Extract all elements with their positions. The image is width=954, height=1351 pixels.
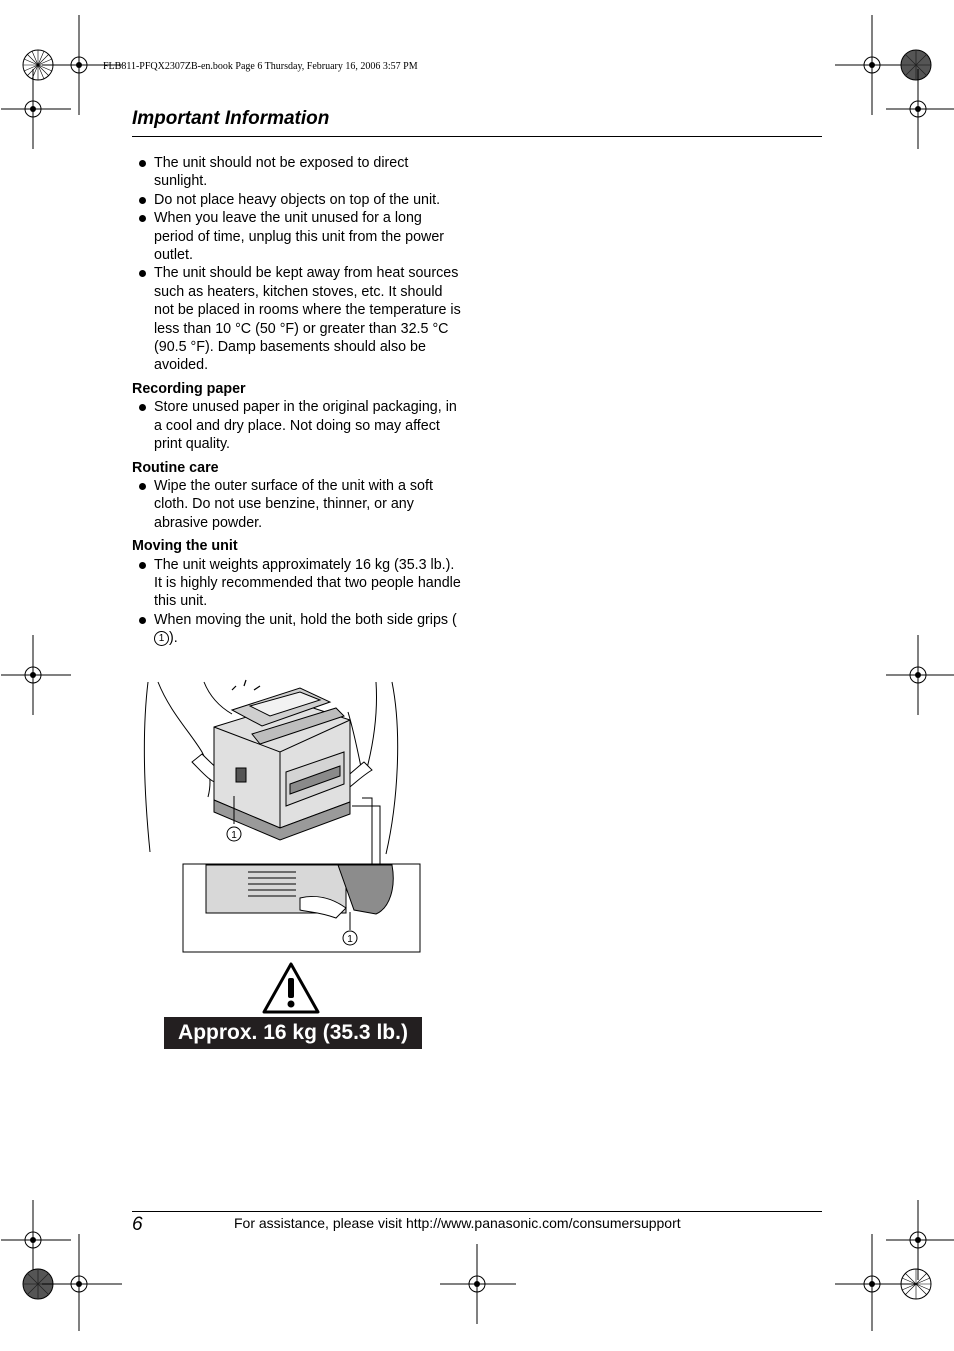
section-title: Important Information xyxy=(132,108,330,129)
crosshair-mark-left-top xyxy=(0,69,76,149)
crosshair-mark-right-top xyxy=(881,69,954,149)
grip-instruction-text: When moving the unit, hold the both side grips ( xyxy=(154,611,457,628)
callout-label-inset: 1 xyxy=(347,934,353,945)
crosshair-mark-bottom-left xyxy=(42,1244,122,1324)
routine-care-heading: Routine care xyxy=(132,459,219,476)
carrying-illustration xyxy=(140,672,430,962)
list-item: Wipe the outer surface of the unit with a soft cloth. Do not use benzine, thinner, or any abrasive powder. xyxy=(132,477,462,532)
main-content xyxy=(132,154,462,648)
moving-unit-list xyxy=(132,556,462,648)
header-rule xyxy=(132,136,822,137)
list-item xyxy=(132,611,462,648)
callout-marker: 1 xyxy=(154,631,169,646)
warning-icon xyxy=(262,962,320,1014)
routine-care-list xyxy=(132,477,462,532)
grip-instruction-end: ). xyxy=(169,630,178,647)
book-header: FLB811-PFQX2307ZB-en.book Page 6 Thursday, February 16, 2006 3:57 PM xyxy=(103,61,418,72)
list-item: The unit should be kept away from heat sources such as heaters, kitchen stoves, etc. It should not be placed in rooms where the temperature is less than 10 °C (50 °F) or greater than 32.5 °C (90.5 °F). Damp basements should also be avoided. xyxy=(132,264,462,374)
crosshair-mark-bottom-center xyxy=(440,1244,520,1324)
crosshair-mark-right-middle xyxy=(881,635,954,715)
list-item: Do not place heavy objects on top of the unit. xyxy=(132,191,462,209)
recording-paper-list xyxy=(132,398,462,453)
list-item: The unit should not be exposed to direct sunlight. xyxy=(132,154,462,191)
list-item: The unit weights approximately 16 kg (35.3 lb.). It is highly recommended that two people handle this unit. xyxy=(132,556,462,611)
intro-bullet-list xyxy=(132,154,462,375)
weight-label: Approx. 16 kg (35.3 lb.) xyxy=(164,1017,422,1049)
registration-mark-bottom-right xyxy=(878,1244,954,1324)
page-number: 6 xyxy=(132,1214,143,1235)
footer-rule xyxy=(132,1211,822,1212)
moving-unit-heading: Moving the unit xyxy=(132,538,238,555)
crosshair-mark-left-middle xyxy=(0,635,76,715)
list-item: When you leave the unit unused for a long period of time, unplug this unit from the power outlet. xyxy=(132,209,462,264)
callout-label-upper: 1 xyxy=(231,830,237,841)
recording-paper-heading: Recording paper xyxy=(132,380,246,397)
footer-support-text: For assistance, please visit http://www.panasonic.com/consumersupport xyxy=(234,1215,681,1231)
list-item: Store unused paper in the original packaging, in a cool and dry place. Not doing so may affect print quality. xyxy=(132,398,462,453)
